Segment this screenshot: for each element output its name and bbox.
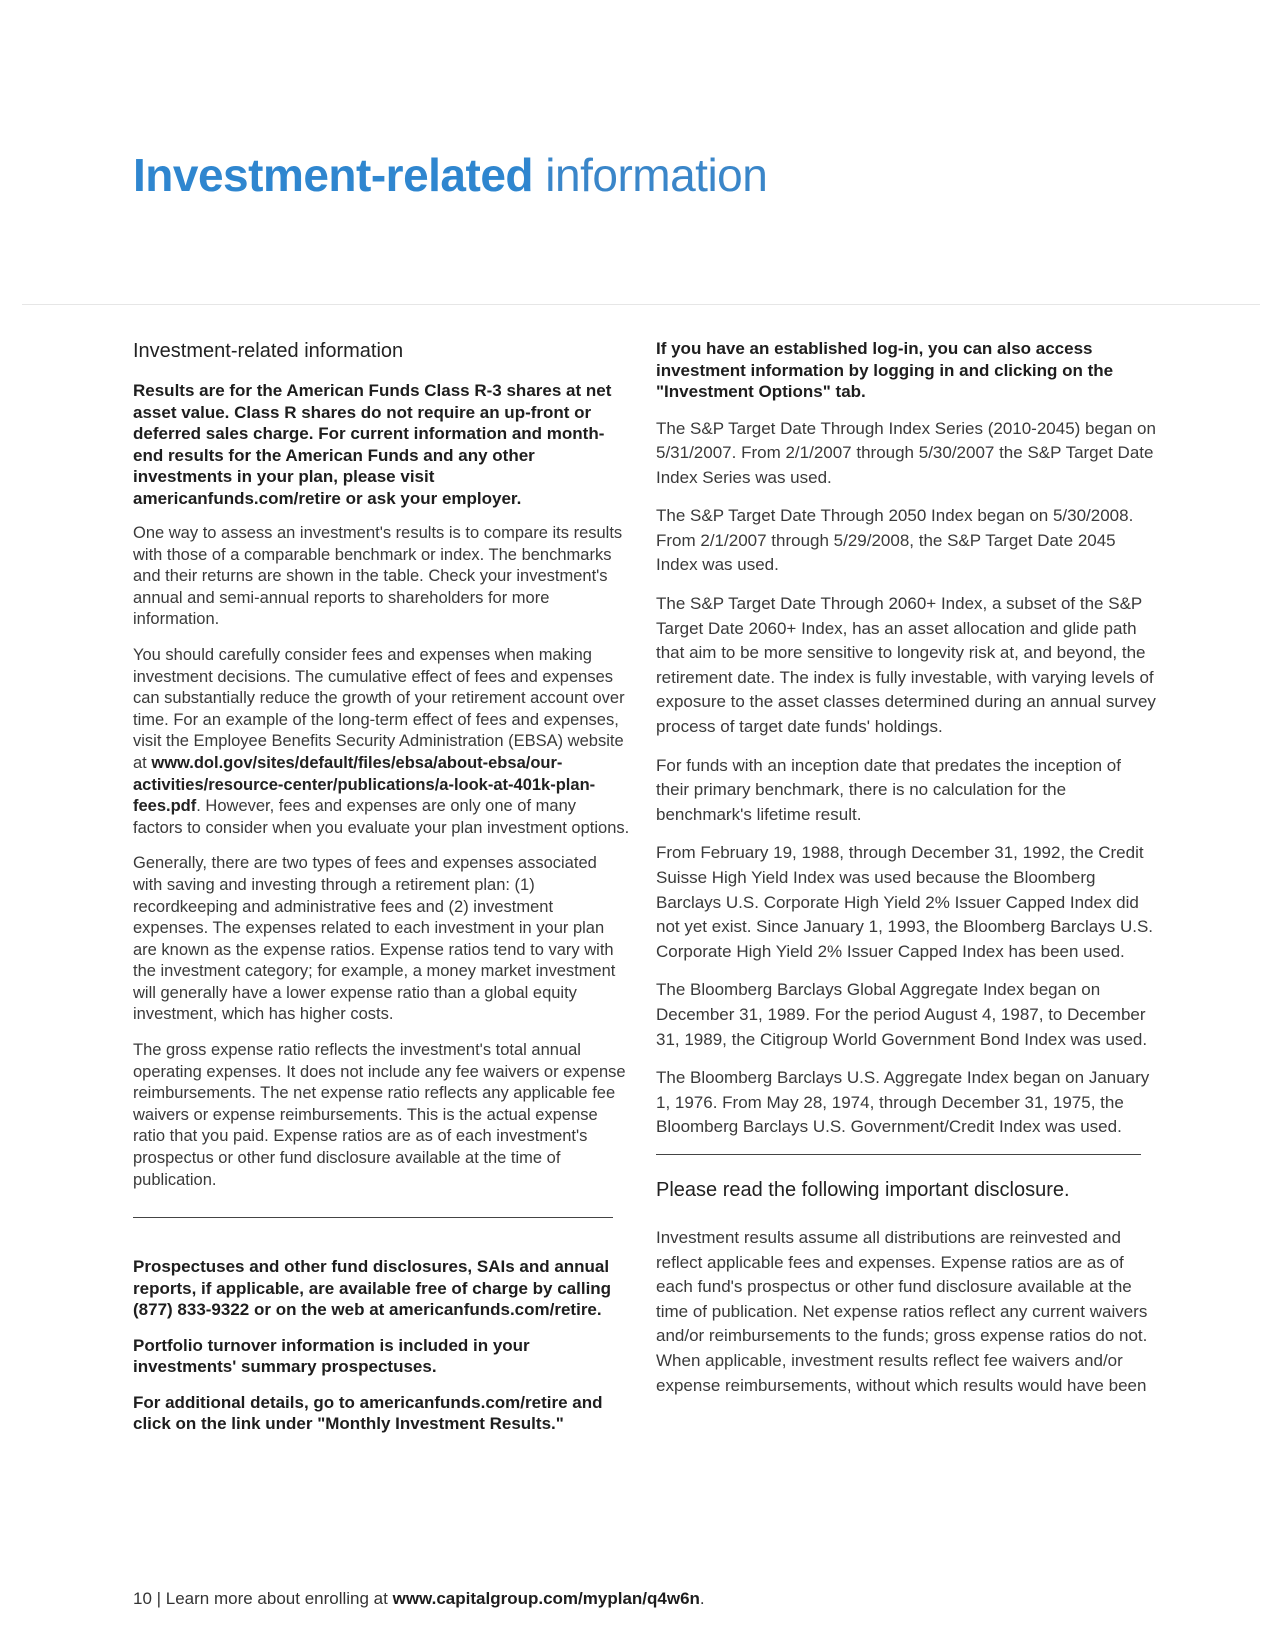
turnover-note: Portfolio turnover information is included in your investments' summary prospectuses.: [133, 1335, 530, 1377]
right-column: [656, 338, 1156, 1412]
footer-suffix: .: [699, 1589, 705, 1608]
disclosure-heading: Please read the following important disclosure.: [656, 1178, 1070, 1201]
fees-text: You should carefully consider fees and expenses when making investment decisions. The cumulative effect of fees and expenses can substantially reduce the growth of your retirement account over time. For an example of the long-term effect of fees and expenses, visit the Employee Benefits Security Administration (EBSA) website at: [133, 645, 625, 772]
page-footer: [133, 1589, 705, 1609]
expense-ratio-paragraph: The gross expense ratio reflects the investment's total annual operating expenses. It does not include any fee waivers or expense reimbursements. The net expense ratio reflects any applicable fee waivers or expense reimbursements. This is the actual expense ratio that you paid. Expense ratios are as of each investment's prospectus or other fund disclosure available at the time of publication.: [133, 1041, 626, 1189]
footer-url-link[interactable]: www.capitalgroup.com/myplan/q4w6n: [392, 1589, 700, 1608]
right-divider: [656, 1154, 1141, 1155]
left-heading: Investment-related information: [133, 340, 404, 362]
page-title: [133, 150, 767, 201]
target-date-series-paragraph: The S&P Target Date Through Index Series (2010-2045) began on 5/31/2007. From 2/1/2007 through 5/30/2007 the S&P Target Date Index Series was used.: [656, 418, 1156, 487]
fee-types-paragraph: Generally, there are two types of fees and expenses associated with saving and investing through a retirement plan: (1) recordkeeping and administrative fees and (2) investment expenses. The expenses related to each investment in your plan are known as the expense ratios. Expense ratios tend to vary with the investment category; for example, a money market investment will generally have a lower expense ratio than a global equity investment, which has higher costs.: [133, 854, 616, 1024]
us-aggregate-paragraph: The Bloomberg Barclays U.S. Aggregate Index began on January 1, 1976. From May 28, 1974, through December 31, 1975, the Bloomberg Barclays U.S. Government/Credit Index was used.: [656, 1068, 1150, 1137]
global-aggregate-paragraph: The Bloomberg Barclays Global Aggregate Index began on December 31, 1989. For the period August 4, 1987, to December 31, 1989, the Citigroup World Government Bond Index was used.: [656, 980, 1148, 1049]
page-title-bold: Investment-related: [133, 149, 534, 201]
footer-prefix: 10 | Learn more about enrolling at: [133, 1589, 393, 1608]
high-yield-paragraph: From February 19, 1988, through December 31, 1992, the Credit Suisse High Yield Index was used because the Bloomberg Barclays U.S. Corporate High Yield 2% Issuer Capped Index did not yet exist. Since January 1, 1993, the Bloomberg Barclays U.S. Corporate High Yield 2% Issuer Capped Index has been used.: [656, 843, 1154, 961]
results-note: Results are for the American Funds Class R-3 shares at net asset value. Class R shares do not require an up-front or deferred sales charge. For current information and month-end results for the American Funds and any other investments in your plan, please visit americanfunds.com/retire or ask your employer.: [133, 381, 612, 508]
left-column: [133, 340, 630, 1449]
disclosure-paragraph: Investment results assume all distributions are reinvested and reflect applicable fees and expenses. Expense ratios are as of each fund's prospectus or other fund disclosure available at the time of publication. Net expense ratios reflect any current waivers and/or reimbursements to the funds; gross expense ratios do not. When applicable, investment results reflect fee waivers and/or expense reimbursements, without which results would have been: [656, 1227, 1148, 1395]
target-date-2060-paragraph: The S&P Target Date Through 2060+ Index, a subset of the S&P Target Date 2060+ Index, has an asset allocation and glide path that aim to be more sensitive to longevity risk at, and beyond, the retirement date. The index is fully investable, with varying levels of exposure to the asset classes determined during an annual survey process of target date funds' holdings.: [656, 594, 1156, 737]
fees-paragraph: [133, 645, 630, 839]
target-date-2050-paragraph: The S&P Target Date Through 2050 Index began on 5/30/2008. From 2/1/2007 through 5/29/2008, the S&P Target Date 2045 Index was used.: [656, 506, 1134, 575]
left-divider: [133, 1217, 613, 1218]
dol-link[interactable]: www.dol.gov/sites/default/files/ebsa/about-ebsa/our-activities/resource-center/publications/a-look-at-401k-plan-fees.pdf: [133, 753, 596, 816]
page-title-light: information: [533, 149, 768, 201]
inception-paragraph: For funds with an inception date that predates the inception of their primary benchmark, there is no calculation for the benchmark's lifetime result.: [656, 755, 1121, 824]
details-note: For additional details, go to americanfunds.com/retire and click on the link under "Monthly Investment Results.": [133, 1392, 603, 1434]
fees-text-tail: . However, fees and expenses are only one of many factors to consider when you evaluate your plan investment options.: [133, 797, 630, 837]
prospectus-note: Prospectuses and other fund disclosures, SAIs and annual reports, if applicable, are available free of charge by calling (877) 833-9322 or on the web at americanfunds.com/retire.: [133, 1257, 612, 1320]
header-divider: [22, 304, 1260, 305]
benchmark-paragraph: One way to assess an investment's results is to compare its results with those of a comparable benchmark or index. The benchmarks and their returns are shown in the table. Check your investment's annual and semi-annual reports to shareholders for more information.: [133, 524, 623, 629]
login-note: If you have an established log-in, you can also access investment information by logging in and clicking on the "Investment Options" tab.: [656, 339, 1114, 401]
